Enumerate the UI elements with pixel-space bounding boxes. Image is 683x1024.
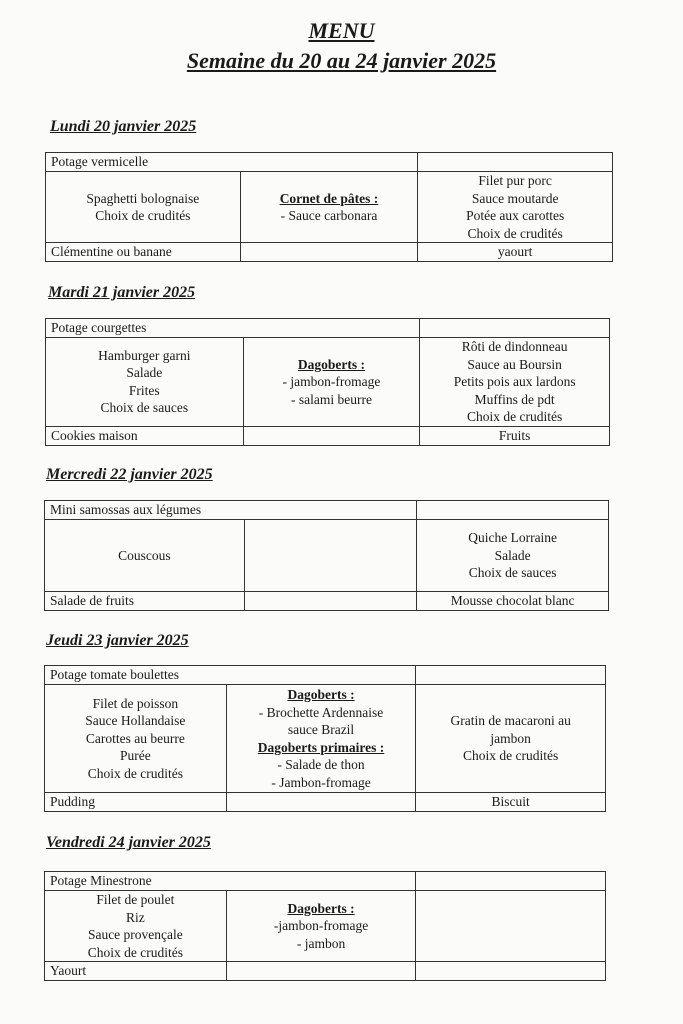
menu-item: Sauce Hollandaise bbox=[85, 713, 186, 729]
menu-item: Cornet de pâtes : bbox=[279, 190, 379, 206]
menu-item: Dagoberts primaires : bbox=[257, 739, 385, 755]
menu-item: Choix de crudités bbox=[87, 765, 183, 781]
dessert-left-cell: Cookies maison bbox=[46, 426, 244, 445]
empty-cell bbox=[226, 793, 416, 812]
menu-item: - jambon-fromage bbox=[282, 374, 381, 389]
day-menu-table bbox=[45, 152, 613, 262]
menu-item: - Jambon-fromage bbox=[271, 774, 371, 790]
sandwich-cell bbox=[243, 338, 420, 427]
empty-cell bbox=[420, 319, 610, 338]
menu-item: Choix de crudités bbox=[467, 225, 563, 241]
day-menu-table bbox=[45, 318, 610, 446]
alt-dish-cell bbox=[416, 685, 606, 793]
soup-cell: Mini samossas aux légumes bbox=[45, 501, 417, 520]
menu-item: Couscous bbox=[118, 547, 171, 563]
sandwich-cell bbox=[244, 520, 417, 592]
menu-item: Filet de poisson bbox=[92, 695, 179, 711]
menu-item: - Sauce carbonara bbox=[280, 208, 378, 223]
menu-item: - Brochette Ardennaise bbox=[258, 704, 384, 720]
menu-item: Muffins de pdt bbox=[474, 391, 555, 407]
dessert-right-cell: Fruits bbox=[420, 426, 610, 445]
menu-item: Filet de poulet bbox=[96, 892, 175, 907]
menu-item: Rôti de dindonneau bbox=[461, 339, 568, 354]
dessert-right-cell bbox=[416, 962, 606, 981]
empty-cell bbox=[240, 243, 418, 262]
alt-dish-cell bbox=[418, 172, 613, 243]
menu-item: Petits pois aux lardons bbox=[453, 374, 576, 389]
main-dish-cell bbox=[45, 891, 227, 962]
day-menu-table bbox=[44, 871, 606, 981]
menu-item: -jambon-fromage bbox=[273, 918, 369, 934]
menu-item: Hamburger garni bbox=[98, 347, 191, 363]
menu-item: Frites bbox=[128, 382, 160, 398]
alt-dish-cell bbox=[420, 338, 610, 427]
dessert-right-cell: Biscuit bbox=[416, 793, 606, 812]
alt-dish-cell bbox=[416, 891, 606, 962]
empty-cell bbox=[416, 872, 606, 891]
main-dish-cell bbox=[45, 520, 245, 592]
menu-item: Dagoberts : bbox=[287, 900, 355, 916]
main-dish-cell bbox=[45, 685, 227, 793]
menu-item: Choix de crudités bbox=[463, 748, 559, 764]
menu-item: Dagoberts : bbox=[297, 356, 366, 372]
menu-item: Choix de crudités bbox=[467, 409, 563, 424]
day-heading: Vendredi 24 janvier 2025 bbox=[46, 834, 211, 851]
menu-item: - jambon bbox=[296, 935, 346, 951]
soup-cell: Potage Minestrone bbox=[45, 872, 416, 891]
empty-cell bbox=[418, 153, 613, 172]
sandwich-cell bbox=[226, 891, 416, 962]
empty-cell bbox=[417, 501, 609, 520]
empty-cell bbox=[243, 426, 420, 445]
menu-item: sauce Brazil bbox=[287, 722, 355, 737]
alt-dish-cell bbox=[417, 520, 609, 592]
menu-title: MENU bbox=[308, 18, 375, 43]
menu-item: - salami beurre bbox=[290, 391, 372, 407]
menu-item: Choix de sauces bbox=[468, 565, 557, 581]
menu-item: Spaghetti bolognaise bbox=[86, 190, 200, 206]
menu-item: - Salade de thon bbox=[277, 757, 365, 772]
week-subtitle: Semaine du 20 au 24 janvier 2025 bbox=[186, 48, 497, 73]
dessert-left-cell: Salade de fruits bbox=[45, 592, 245, 611]
day-heading: Jeudi 23 janvier 2025 bbox=[46, 632, 189, 649]
menu-item: Filet pur porc bbox=[478, 173, 552, 188]
dessert-left-cell: Pudding bbox=[45, 793, 227, 812]
menu-item: Salade bbox=[494, 547, 531, 563]
main-dish-cell bbox=[46, 172, 241, 243]
sandwich-cell bbox=[226, 685, 416, 793]
day-heading: Mercredi 22 janvier 2025 bbox=[46, 466, 213, 483]
menu-item: Quiche Lorraine bbox=[468, 530, 558, 546]
empty-cell bbox=[226, 962, 416, 981]
menu-item: Riz bbox=[125, 909, 145, 925]
day-menu-table bbox=[44, 665, 606, 812]
dessert-right-cell: yaourt bbox=[418, 243, 613, 262]
sandwich-cell bbox=[240, 172, 418, 243]
empty-cell bbox=[244, 592, 417, 611]
menu-item: Sauce moutarde bbox=[471, 190, 559, 206]
menu-item: Purée bbox=[119, 748, 151, 764]
menu-item: Choix de crudités bbox=[95, 208, 191, 223]
menu-item: Salade bbox=[126, 365, 163, 381]
menu-item: Sauce provençale bbox=[87, 927, 183, 942]
dessert-left-cell: Yaourt bbox=[45, 962, 227, 981]
menu-item: jambon bbox=[490, 730, 531, 746]
menu-item: Choix de sauces bbox=[100, 400, 189, 416]
soup-cell: Potage vermicelle bbox=[46, 153, 418, 172]
day-heading: Mardi 21 janvier 2025 bbox=[48, 284, 196, 301]
dessert-left-cell: Clémentine ou banane bbox=[46, 243, 241, 262]
soup-cell: Potage tomate boulettes bbox=[45, 666, 416, 685]
menu-item: Sauce au Boursin bbox=[467, 356, 562, 372]
main-dish-cell bbox=[46, 338, 244, 427]
menu-item: Dagoberts : bbox=[287, 687, 355, 702]
empty-cell bbox=[416, 666, 606, 685]
menu-item: Choix de crudités bbox=[87, 944, 183, 960]
menu-item: Gratin de macaroni au bbox=[450, 713, 571, 729]
soup-cell: Potage courgettes bbox=[46, 319, 420, 338]
dessert-right-cell: Mousse chocolat blanc bbox=[417, 592, 609, 611]
day-menu-table bbox=[44, 500, 609, 611]
menu-item: Carottes au beurre bbox=[85, 730, 185, 746]
menu-item: Potée aux carottes bbox=[466, 208, 565, 223]
day-heading: Lundi 20 janvier 2025 bbox=[50, 118, 197, 135]
